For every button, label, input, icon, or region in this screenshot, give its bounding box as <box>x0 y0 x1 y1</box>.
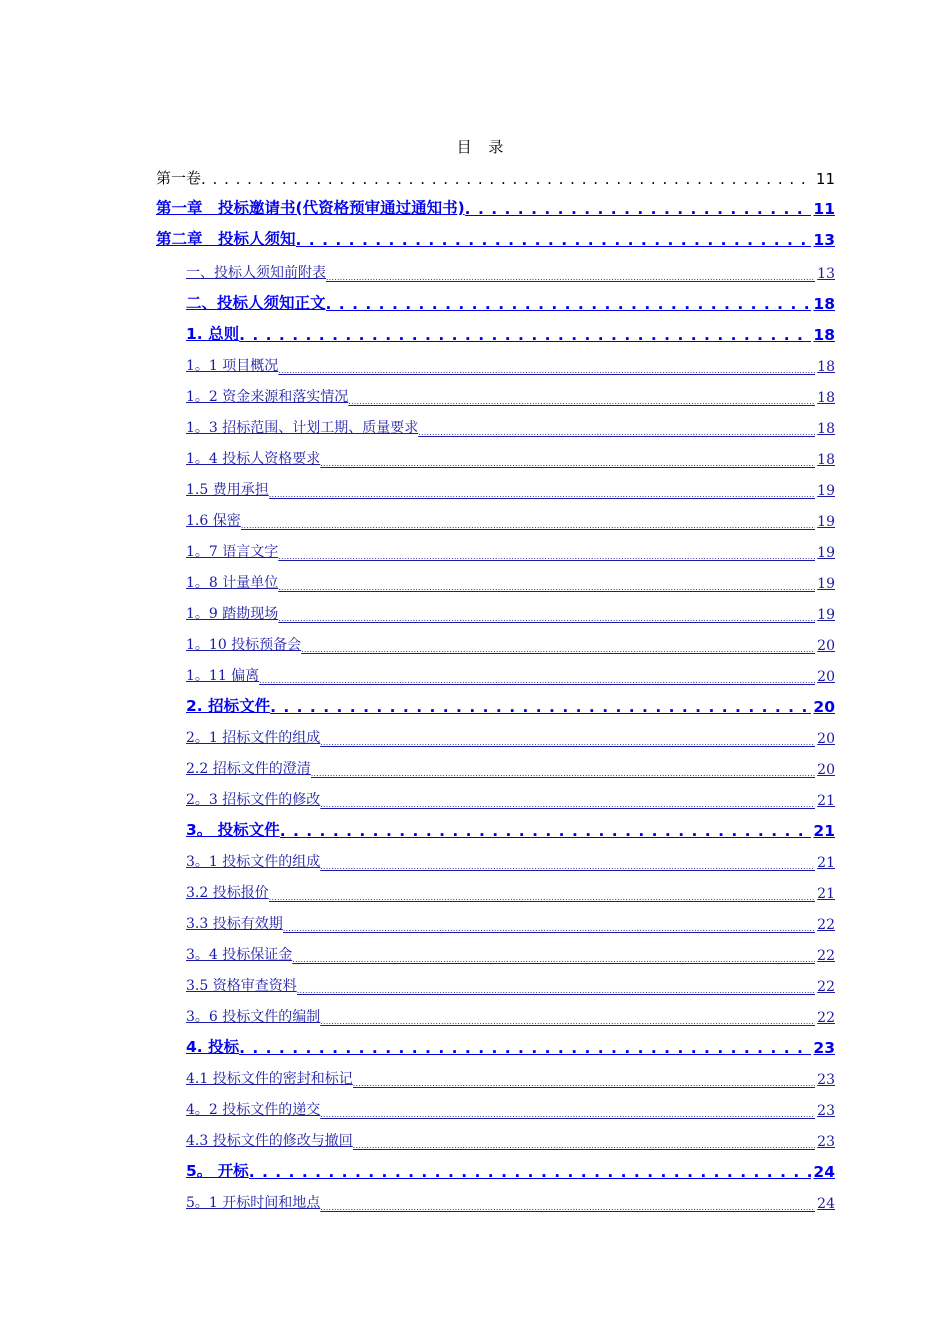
toc-entry-label: 二、投标人须知正文 <box>186 294 326 312</box>
dot-leader <box>311 769 815 778</box>
toc-entry-label: 第一卷 <box>156 169 202 187</box>
toc-entry-label: 4.1 投标文件的密封和标记 <box>186 1071 353 1087</box>
toc-entry[interactable] <box>156 500 835 531</box>
dot-leader <box>269 893 815 902</box>
toc-entry-page-number: 20 <box>817 669 835 685</box>
dot-leader <box>320 1110 815 1119</box>
dot-leader <box>283 924 815 933</box>
dot-leader <box>326 295 812 313</box>
dot-leader <box>201 170 814 188</box>
toc-entry[interactable] <box>156 219 835 250</box>
toc-entry-page-number: 22 <box>817 917 835 933</box>
dot-leader <box>249 1163 812 1181</box>
toc-entry-page-number: 23 <box>813 1039 835 1057</box>
toc-entry[interactable] <box>156 686 835 717</box>
toc-entry-page-number: 24 <box>817 1196 835 1212</box>
toc-entry-label: 第二章 投标人须知 <box>156 230 296 248</box>
toc-entry[interactable] <box>156 1089 835 1120</box>
toc-entry <box>156 160 835 188</box>
toc-entry-label: 5。1 开标时间和地点 <box>186 1195 321 1211</box>
toc-entry-label: 3。6 投标文件的编制 <box>186 1009 321 1025</box>
dot-leader <box>353 1141 815 1150</box>
toc-entry-page-number: 18 <box>817 421 835 437</box>
toc-entry-label: 5。 开标 <box>186 1162 249 1180</box>
toc-entry-label: 2. 招标文件 <box>186 697 271 715</box>
dot-leader <box>320 459 815 468</box>
toc-entry-page-number: 22 <box>817 1010 835 1026</box>
dot-leader <box>280 822 812 840</box>
toc-entry-label: 2。3 招标文件的修改 <box>186 792 321 808</box>
toc-entry-label: 3.2 投标报价 <box>186 885 269 901</box>
toc-entry[interactable] <box>156 810 835 841</box>
dot-leader <box>292 955 815 964</box>
dot-leader <box>278 614 815 623</box>
toc-entry-page-number: 19 <box>817 607 835 623</box>
toc-entry[interactable] <box>156 779 835 810</box>
toc-entry-label: 1。2 资金来源和落实情况 <box>186 389 349 405</box>
dot-leader <box>259 676 815 685</box>
toc-entry-page-number: 11 <box>815 170 835 188</box>
dot-leader <box>353 1079 815 1088</box>
toc-entry-label: 2。1 招标文件的组成 <box>186 730 321 746</box>
toc-entry[interactable] <box>156 841 835 872</box>
toc-entry-page-number: 13 <box>813 231 835 249</box>
toc-entry-page-number: 21 <box>813 822 835 840</box>
toc-entry-page-number: 20 <box>817 731 835 747</box>
dot-leader <box>320 1203 815 1212</box>
toc-entry[interactable] <box>156 717 835 748</box>
toc-entry[interactable] <box>156 407 835 438</box>
toc-entry[interactable] <box>156 996 835 1027</box>
toc-entry-label: 一、投标人须知前附表 <box>186 265 326 281</box>
dot-leader <box>296 231 812 249</box>
toc-entry-page-number: 18 <box>817 452 835 468</box>
dot-leader <box>278 583 815 592</box>
toc-title: 目 录 <box>456 138 510 156</box>
toc-entry-page-number: 20 <box>813 698 835 716</box>
toc-entry-label: 1。11 偏离 <box>186 668 260 684</box>
toc-entry[interactable] <box>156 934 835 965</box>
toc-entry-page-number: 20 <box>817 762 835 778</box>
toc-entry-label: 2.2 招标文件的澄清 <box>186 761 311 777</box>
toc-entry[interactable] <box>156 438 835 469</box>
toc-entry-page-number: 21 <box>817 793 835 809</box>
toc-entry-label: 4.3 投标文件的修改与撤回 <box>186 1133 353 1149</box>
dot-leader <box>269 490 815 499</box>
toc-entry[interactable] <box>156 1120 835 1151</box>
toc-entry[interactable] <box>156 345 835 376</box>
toc-entry-page-number: 18 <box>817 359 835 375</box>
dot-leader <box>301 645 815 654</box>
dot-leader <box>320 800 815 809</box>
toc-entry-page-number: 23 <box>817 1134 835 1150</box>
dot-leader <box>278 552 815 561</box>
toc-entry-label: 1。1 项目概况 <box>186 358 279 374</box>
dot-leader <box>326 273 815 282</box>
dot-leader <box>465 200 812 218</box>
toc-entry-label: 3.3 投标有效期 <box>186 916 283 932</box>
toc-entry[interactable] <box>156 965 835 996</box>
dot-leader <box>320 738 815 747</box>
toc-entry[interactable] <box>156 748 835 779</box>
toc-entry-page-number: 11 <box>813 200 835 218</box>
toc-entry[interactable] <box>156 469 835 500</box>
toc-entry-page-number: 23 <box>817 1103 835 1119</box>
toc-entry-page-number: 24 <box>813 1163 835 1181</box>
toc-entry-page-number: 18 <box>813 295 835 313</box>
toc-entry[interactable] <box>156 1027 835 1058</box>
toc-entry-label: 1.6 保密 <box>186 513 241 529</box>
toc-entry[interactable] <box>156 624 835 655</box>
toc-entry-label: 1。7 语言文字 <box>186 544 279 560</box>
toc-entry-label: 4. 投标 <box>186 1038 240 1056</box>
dot-leader <box>270 698 811 716</box>
toc-entry-label: 1。9 踏勘现场 <box>186 606 279 622</box>
dot-leader <box>320 862 815 871</box>
toc-entry[interactable] <box>156 903 835 934</box>
dot-leader <box>278 366 815 375</box>
toc-entry-page-number: 21 <box>817 886 835 902</box>
dot-leader <box>297 986 815 995</box>
toc-entry-label: 3。 投标文件 <box>186 821 280 839</box>
toc-entry-page-number: 19 <box>817 545 835 561</box>
toc-entry[interactable] <box>156 531 835 562</box>
dot-leader <box>348 397 815 406</box>
toc-entry[interactable] <box>156 250 835 283</box>
toc-entry-page-number: 19 <box>817 483 835 499</box>
toc-entry-page-number: 18 <box>813 326 835 344</box>
toc-entry-label: 1.5 费用承担 <box>186 482 269 498</box>
toc-entry[interactable] <box>156 314 835 345</box>
toc-entry-label: 3。1 投标文件的组成 <box>186 854 321 870</box>
dot-leader <box>320 1017 815 1026</box>
toc-entry-label: 1。10 投标预备会 <box>186 637 302 653</box>
toc-entry[interactable] <box>156 376 835 407</box>
toc-entry-label: 1. 总则 <box>186 325 240 343</box>
dot-leader <box>239 1039 811 1057</box>
toc-entry[interactable] <box>156 283 835 314</box>
toc-entry-page-number: 21 <box>817 855 835 871</box>
toc-entry-label: 1。8 计量单位 <box>186 575 279 591</box>
toc-entry[interactable] <box>156 562 835 593</box>
dot-leader <box>418 428 815 437</box>
toc-entry-page-number: 13 <box>817 266 835 282</box>
toc-entry[interactable] <box>156 1151 835 1182</box>
toc-entry-label: 1。3 招标范围、计划工期、质量要求 <box>186 420 419 436</box>
toc-entry[interactable] <box>156 188 835 219</box>
toc-entry-label: 3。4 投标保证金 <box>186 947 293 963</box>
toc-entry[interactable] <box>156 1182 835 1213</box>
toc-entry-label: 1。4 投标人资格要求 <box>186 451 321 467</box>
toc-entry-page-number: 19 <box>817 576 835 592</box>
dot-leader <box>241 521 815 530</box>
toc-entry-label: 4。2 投标文件的递交 <box>186 1102 321 1118</box>
toc-entry-page-number: 23 <box>817 1072 835 1088</box>
toc-entry[interactable] <box>156 872 835 903</box>
dot-leader <box>239 326 811 344</box>
toc-entry-page-number: 22 <box>817 948 835 964</box>
toc-entry-label: 3.5 资格审查资料 <box>186 978 297 994</box>
table-of-contents <box>156 158 835 1213</box>
toc-entry-page-number: 18 <box>817 390 835 406</box>
toc-entry-page-number: 19 <box>817 514 835 530</box>
toc-entry[interactable] <box>156 655 835 686</box>
toc-entry[interactable] <box>156 1058 835 1089</box>
toc-entry-page-number: 22 <box>817 979 835 995</box>
toc-entry[interactable] <box>156 593 835 624</box>
toc-entry-page-number: 20 <box>817 638 835 654</box>
toc-entry-label: 第一章 投标邀请书(代资格预审通过通知书) <box>156 199 465 217</box>
